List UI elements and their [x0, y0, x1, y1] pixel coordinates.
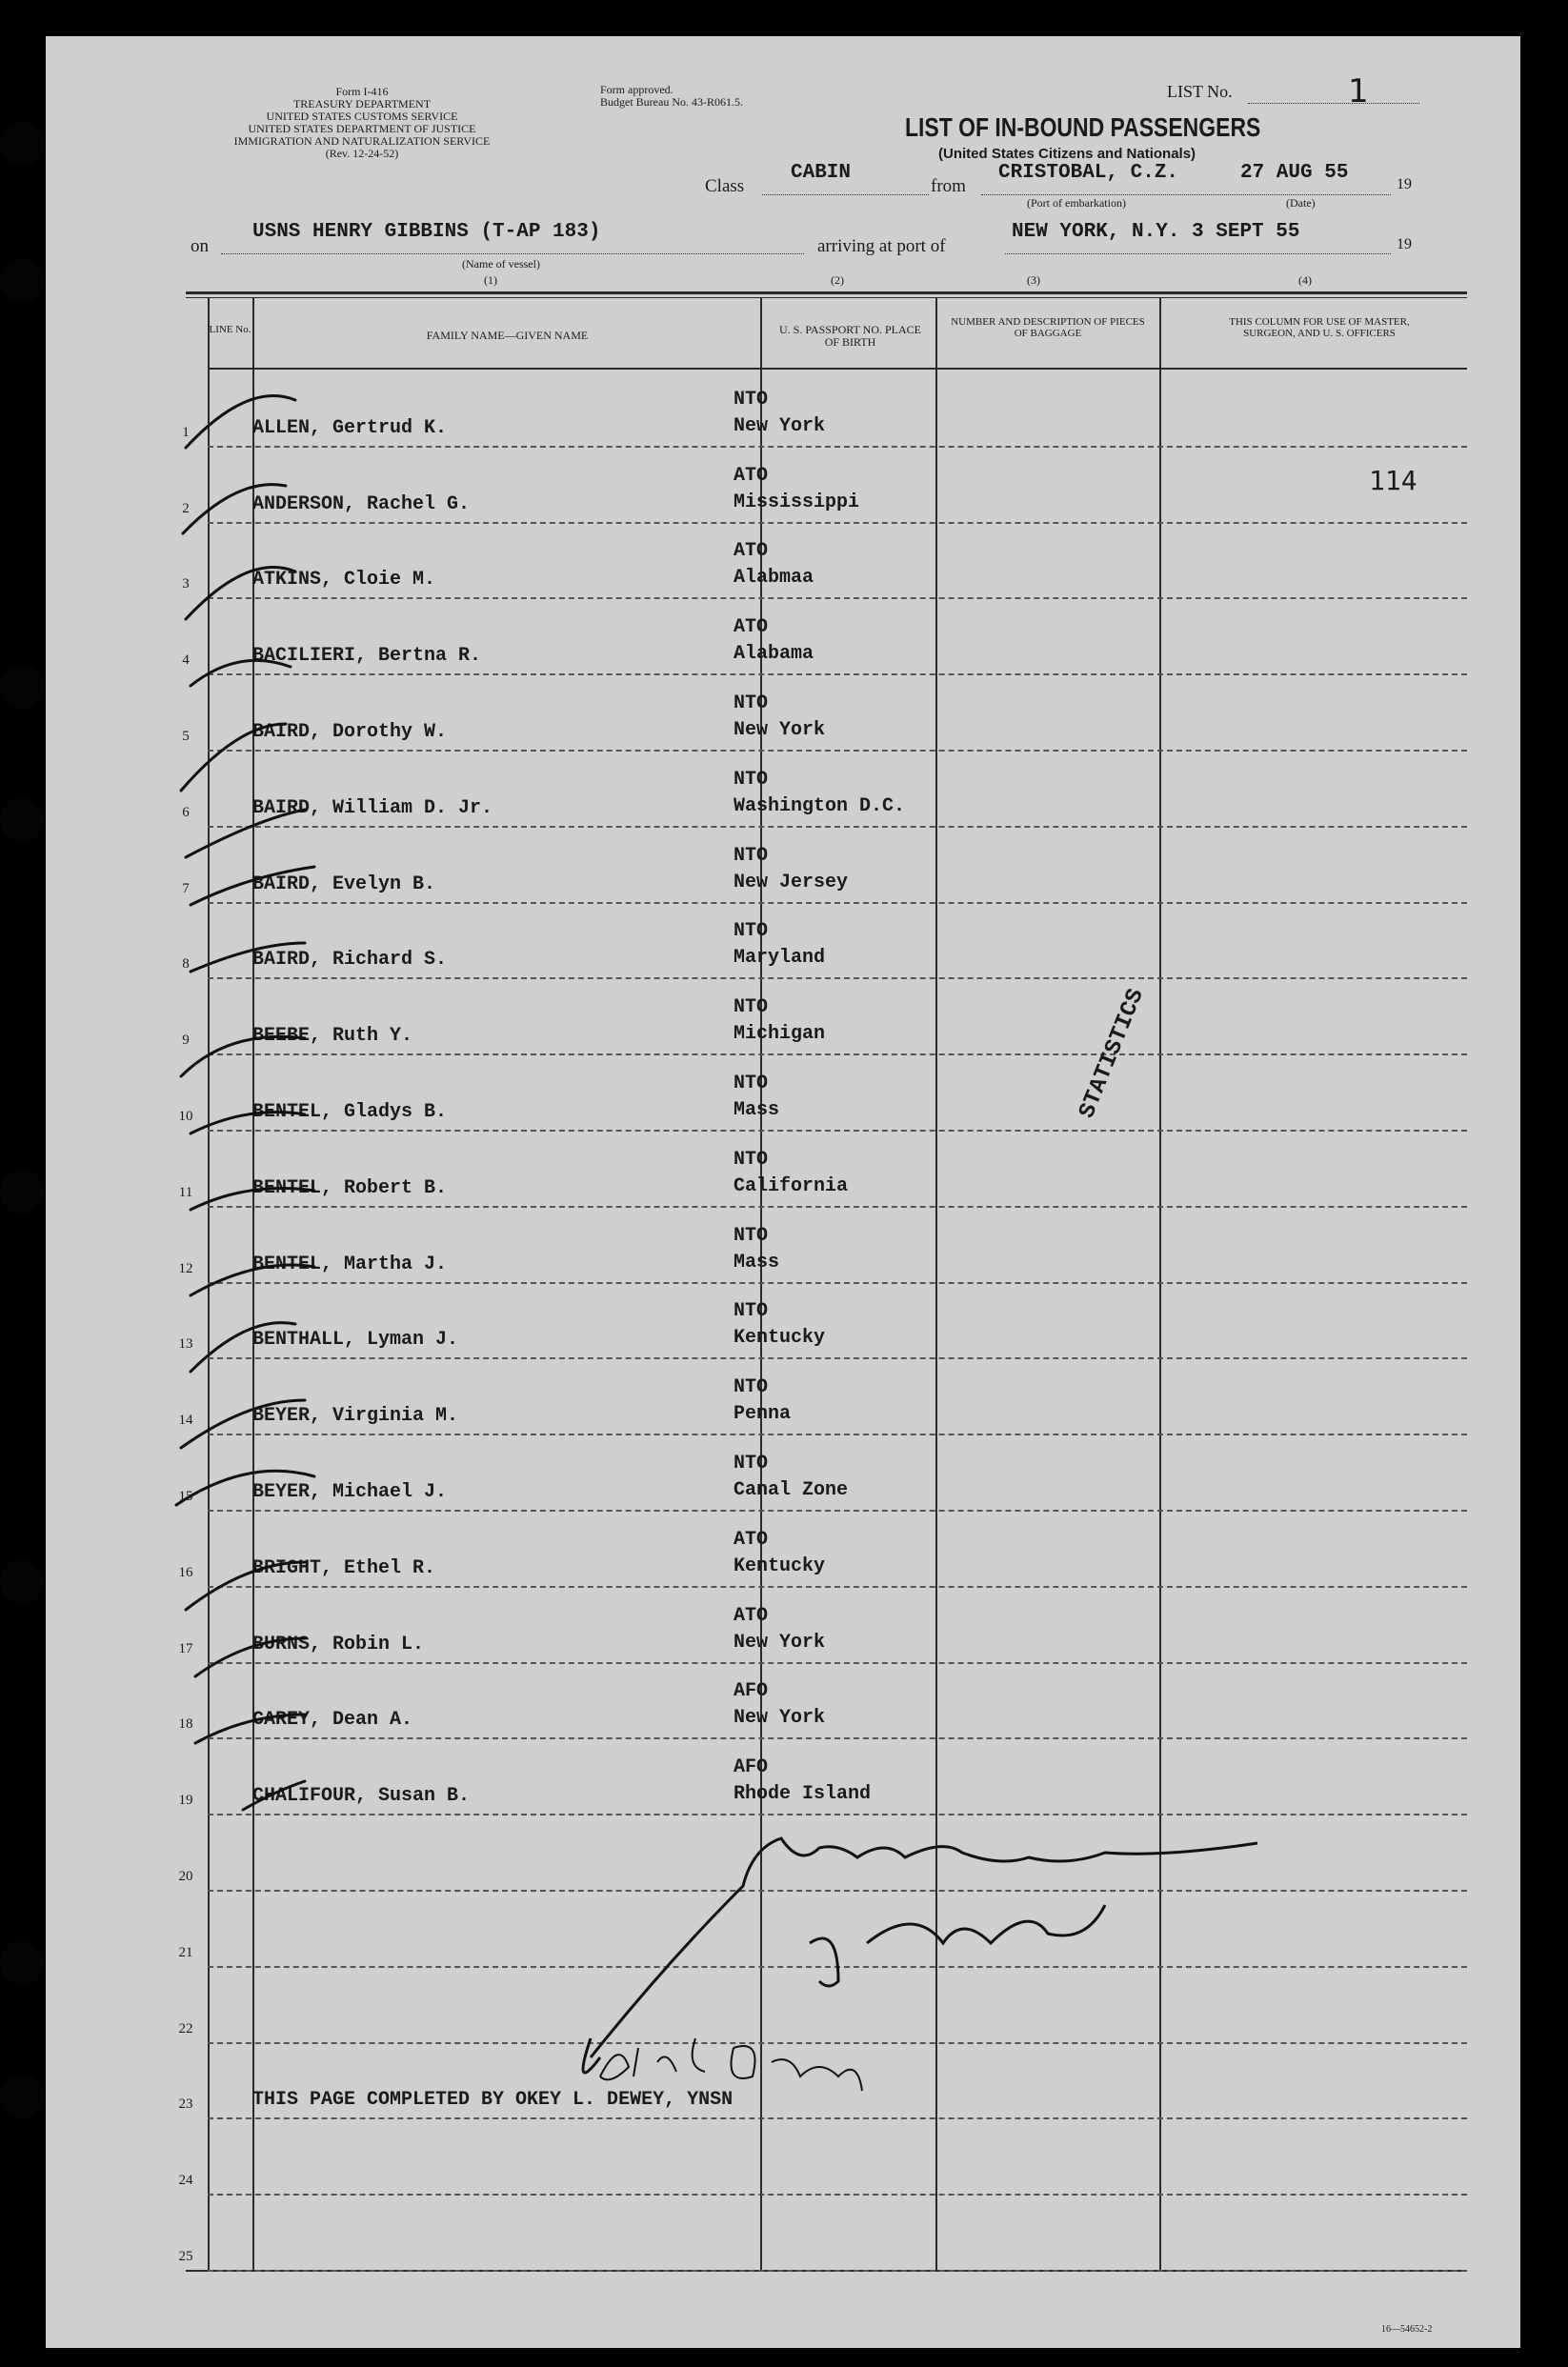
- place-of-birth: Kentucky: [734, 1327, 826, 1350]
- passport-code: ATO: [734, 540, 769, 563]
- from-label: from: [931, 176, 966, 196]
- check-mark: [243, 1781, 305, 1810]
- check-mark: [191, 1265, 314, 1295]
- check-mark: [186, 396, 295, 448]
- check-mark: [186, 810, 305, 857]
- passenger-name: BENTEL, Gladys B.: [252, 1101, 448, 1123]
- passenger-name: BEEBE, Ruth Y.: [252, 1025, 413, 1048]
- place-of-birth: Kentucky: [734, 1555, 826, 1577]
- place-of-birth: Washington D.C.: [734, 794, 906, 817]
- passport-code: ATO: [734, 1528, 769, 1551]
- passenger-name: BAIRD, Richard S.: [252, 949, 448, 972]
- dewey-signature: [600, 2038, 862, 2091]
- passenger-name: BENTEL, Robert B.: [252, 1176, 448, 1199]
- dept-treasury: TREASURY DEPARTMENT: [292, 97, 432, 110]
- col-header-officers: THIS COLUMN FOR USE OF MASTER, SURGEON, AND U. S. OFFICERS: [1229, 316, 1410, 339]
- line-number: 1: [182, 424, 190, 440]
- passport-code: NTO: [734, 768, 769, 791]
- arriving-label: arriving at port of: [817, 236, 946, 256]
- passenger-name: BAIRD, William D. Jr.: [252, 796, 493, 819]
- line-number: 7: [182, 880, 190, 896]
- passport-code: ATO: [734, 1604, 769, 1627]
- dept-justice: UNITED STATES DEPARTMENT OF JUSTICE: [248, 122, 476, 135]
- passenger-name: BRIGHT, Ethel R.: [252, 1556, 436, 1579]
- passport-code: NTO: [734, 844, 769, 867]
- place-of-birth: Rhode Island: [734, 1783, 872, 1806]
- line-number: 6: [182, 804, 190, 820]
- place-of-birth: Mass: [734, 1251, 780, 1274]
- list-no-label: LIST No.: [1167, 82, 1233, 101]
- signature-stroke: [600, 2038, 862, 2091]
- passport-code: NTO: [734, 388, 769, 411]
- line-number: 13: [178, 1336, 193, 1353]
- year-label: 19: [1397, 176, 1412, 192]
- list-no-value: 1: [1348, 72, 1369, 110]
- form-number: Form I-416: [335, 85, 389, 98]
- check-mark: [191, 867, 314, 905]
- check-mark: [191, 943, 305, 972]
- col-num-1: (1): [484, 273, 497, 287]
- place-of-birth: New York: [734, 414, 826, 437]
- check-mark: [191, 1113, 305, 1134]
- check-mark: [195, 1715, 305, 1743]
- vessel-label: (Name of vessel): [462, 257, 540, 271]
- col-num-4: (4): [1298, 273, 1312, 287]
- passenger-name: ANDERSON, Rachel G.: [252, 492, 471, 515]
- line-number: 4: [182, 652, 190, 669]
- line-number: 11: [178, 1184, 193, 1200]
- signature-stroke: [867, 1905, 1105, 1943]
- line-number: 20: [178, 1869, 193, 1884]
- check-mark: [181, 1036, 305, 1076]
- date-value: 27 AUG 55: [1240, 162, 1349, 184]
- arrival-port-value: NEW YORK, N.Y. 3 SEPT 55: [1012, 221, 1300, 243]
- place-of-birth: Penna: [734, 1403, 792, 1426]
- line-number: 5: [182, 729, 190, 744]
- check-mark: [191, 1189, 314, 1211]
- port-embarkation-label: (Port of embarkation): [1027, 196, 1126, 210]
- check-mark: [183, 485, 286, 533]
- col-num-3: (3): [1027, 273, 1040, 287]
- place-of-birth: Maryland: [734, 947, 826, 970]
- line-number: 12: [178, 1260, 193, 1276]
- col-header-passport: U. S. PASSPORT NO. PLACE OF BIRTH: [779, 323, 921, 349]
- passenger-name: CHALIFOUR, Susan B.: [252, 1785, 471, 1808]
- col-header-line: LINE No.: [209, 324, 251, 335]
- passport-code: NTO: [734, 1376, 769, 1399]
- place-of-birth: Alabmaa: [734, 567, 814, 590]
- line-number: 25: [178, 2249, 193, 2264]
- check-mark: [181, 1400, 305, 1448]
- statistics-stamp: STATISTICS: [1075, 985, 1150, 1123]
- passenger-name: BENTHALL, Lyman J.: [252, 1329, 459, 1352]
- passport-code: NTO: [734, 1300, 769, 1323]
- dept-customs: UNITED STATES CUSTOMS SERVICE: [266, 110, 458, 123]
- check-mark: [195, 1638, 305, 1676]
- passport-code: AFO: [734, 1680, 769, 1703]
- passenger-name: BEYER, Virginia M.: [252, 1405, 459, 1428]
- passenger-name: THIS PAGE COMPLETED BY OKEY L. DEWEY, YNSN: [252, 2089, 734, 2112]
- line-number: 21: [178, 1944, 193, 1960]
- passenger-name: BAIRD, Dorothy W.: [252, 721, 448, 743]
- place-of-birth: Michigan: [734, 1023, 826, 1046]
- rev-date: (Rev. 12-24-52): [325, 147, 399, 160]
- passport-code: NTO: [734, 996, 769, 1019]
- passport-code: NTO: [734, 1453, 769, 1474]
- place-of-birth: New York: [734, 719, 826, 741]
- budget-text: Budget Bureau No. 43-R061.5.: [600, 95, 743, 109]
- passport-code: NTO: [734, 1224, 769, 1247]
- passenger-name: BAIRD, Evelyn B.: [252, 873, 436, 895]
- check-mark: [186, 568, 295, 619]
- line-number: 2: [182, 500, 190, 516]
- page-title: LIST OF IN-BOUND PASSENGERS: [905, 112, 1261, 142]
- col-header-name: FAMILY NAME—GIVEN NAME: [426, 329, 589, 342]
- from-value: CRISTOBAL, C.Z.: [998, 162, 1179, 184]
- passport-code: AFO: [734, 1756, 769, 1779]
- check-mark: [191, 660, 291, 686]
- line-number: 22: [178, 2020, 193, 2036]
- passport-code: NTO: [734, 692, 769, 714]
- line-number: 24: [178, 2173, 193, 2189]
- line-number: 15: [178, 1489, 193, 1504]
- class-label: Class: [705, 176, 745, 196]
- check-marks: [176, 396, 314, 1810]
- date-label: (Date): [1286, 196, 1316, 210]
- col-num-2: (2): [831, 273, 844, 287]
- page-subtitle: (United States Citizens and Nationals): [938, 146, 1196, 162]
- check-mark: [191, 1323, 295, 1372]
- passenger-name: BENTEL, Martha J.: [252, 1253, 448, 1275]
- line-number: 3: [182, 576, 190, 592]
- line-number: 23: [178, 2096, 193, 2113]
- line-number: 19: [178, 1793, 193, 1809]
- passenger-name: BACILIERI, Bertna R.: [252, 645, 482, 668]
- place-of-birth: Canal Zone: [734, 1479, 849, 1501]
- officer-signature: [583, 1838, 1257, 2073]
- passport-code: ATO: [734, 616, 769, 639]
- passenger-name: ALLEN, Gertrud K.: [252, 416, 448, 439]
- col-header-baggage: NUMBER AND DESCRIPTION OF PIECES OF BAGGAGE: [951, 316, 1145, 339]
- line-number: 9: [182, 1033, 190, 1049]
- check-mark: [176, 1471, 314, 1505]
- place-of-birth: New York: [734, 1631, 826, 1654]
- place-of-birth: Mass: [734, 1099, 780, 1121]
- signature-stroke: [810, 1938, 838, 1986]
- place-of-birth: California: [734, 1174, 849, 1197]
- place-of-birth: New York: [734, 1707, 826, 1730]
- passenger-name: BEYER, Michael J.: [252, 1481, 448, 1503]
- check-mark: [186, 1562, 305, 1610]
- line-number: 18: [178, 1716, 193, 1733]
- vessel-value: USNS HENRY GIBBINS (T-AP 183): [252, 221, 601, 243]
- passenger-name: ATKINS, Cloie M.: [252, 569, 436, 592]
- check-mark: [181, 724, 286, 791]
- line-number: 10: [178, 1109, 193, 1124]
- passport-code: NTO: [734, 920, 769, 943]
- officer-note: 114: [1369, 465, 1417, 496]
- passenger-name: CAREY, Dean A.: [252, 1709, 413, 1732]
- on-label: on: [191, 236, 209, 256]
- place-of-birth: Alabama: [734, 643, 814, 666]
- passport-code: ATO: [734, 464, 769, 487]
- line-number: 17: [178, 1640, 193, 1656]
- approved-text: Form approved.: [600, 83, 673, 96]
- line-number: 14: [178, 1413, 193, 1429]
- line-number: 8: [182, 956, 190, 973]
- place-of-birth: Mississippi: [734, 491, 860, 513]
- passport-code: NTO: [734, 1073, 769, 1094]
- year-label-2: 19: [1397, 236, 1412, 252]
- dept-ins: IMMIGRATION AND NATURALIZATION SERVICE: [233, 134, 491, 148]
- class-value: CABIN: [791, 162, 852, 184]
- signature-stroke: [591, 1838, 1257, 2057]
- place-of-birth: New Jersey: [734, 871, 849, 893]
- passenger-name: BURNS, Robin L.: [252, 1633, 425, 1655]
- footer-code: 16—54652-2: [1381, 2324, 1433, 2335]
- line-number: 16: [178, 1564, 193, 1580]
- passport-code: NTO: [734, 1148, 769, 1171]
